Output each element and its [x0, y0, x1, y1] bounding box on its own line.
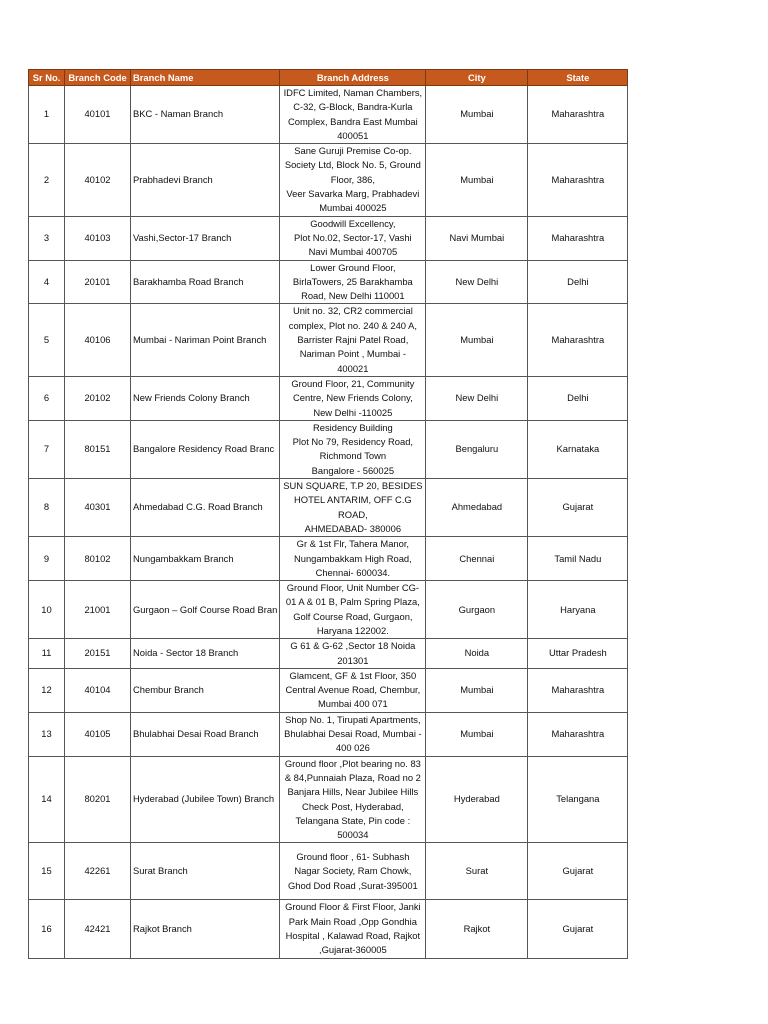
cell-branch-code: 42421	[65, 900, 131, 958]
table-row	[29, 304, 628, 376]
cell-state: Maharashtra	[528, 144, 628, 216]
cell-state: Gujarat	[528, 843, 628, 900]
cell-sr-no: 15	[29, 843, 65, 900]
cell-sr-no: 1	[29, 86, 65, 144]
cell-branch-name: Bhulabhai Desai Road Branch	[131, 712, 280, 756]
cell-city: New Delhi	[426, 260, 528, 304]
cell-branch-code: 40104	[65, 668, 131, 712]
header-state: State	[528, 70, 628, 86]
cell-sr-no: 9	[29, 537, 65, 581]
cell-branch-address: Sane Guruji Premise Co-op. Society Ltd, Block No. 5, Ground Floor, 386, Veer Savarka Marg, Prabhadevi Mumbai 400025	[280, 144, 426, 216]
cell-city: Ahmedabad	[426, 479, 528, 537]
header-city: City	[426, 70, 528, 86]
cell-state: Haryana	[528, 581, 628, 639]
cell-city: Mumbai	[426, 304, 528, 376]
cell-city: Rajkot	[426, 900, 528, 958]
table-row	[29, 712, 628, 756]
cell-state: Delhi	[528, 260, 628, 304]
cell-branch-address: Goodwill Excellency, Plot No.02, Sector-17, Vashi Navi Mumbai 400705	[280, 216, 426, 260]
cell-branch-name: Surat Branch	[131, 843, 280, 900]
cell-state: Telangana	[528, 756, 628, 843]
cell-sr-no: 11	[29, 639, 65, 669]
cell-branch-name: Ahmedabad C.G. Road Branch	[131, 479, 280, 537]
cell-city: Noida	[426, 639, 528, 669]
cell-branch-code: 20151	[65, 639, 131, 669]
cell-branch-code: 80201	[65, 756, 131, 843]
cell-city: Bengaluru	[426, 420, 528, 478]
cell-city: Gurgaon	[426, 581, 528, 639]
cell-branch-code: 40106	[65, 304, 131, 376]
cell-state: Maharashtra	[528, 86, 628, 144]
cell-branch-address: Ground Floor & First Floor, Janki Park Main Road ,Opp Gondhia Hospital , Kalawad Road, Rajkot ,Gujarat-360005	[280, 900, 426, 958]
cell-branch-address: Residency Building Plot No 79, Residency Road, Richmond Town Bangalore - 560025	[280, 420, 426, 478]
cell-sr-no: 5	[29, 304, 65, 376]
table-row	[29, 479, 628, 537]
table-row	[29, 639, 628, 669]
table-row	[29, 581, 628, 639]
cell-sr-no: 10	[29, 581, 65, 639]
cell-branch-name: Vashi,Sector-17 Branch	[131, 216, 280, 260]
cell-branch-code: 40105	[65, 712, 131, 756]
cell-sr-no: 12	[29, 668, 65, 712]
cell-branch-code: 80102	[65, 537, 131, 581]
cell-branch-name: Barakhamba Road Branch	[131, 260, 280, 304]
cell-branch-address: Ground Floor, 21, Community Centre, New Friends Colony, New Delhi -110025	[280, 376, 426, 420]
cell-branch-code: 40102	[65, 144, 131, 216]
cell-sr-no: 4	[29, 260, 65, 304]
table-row	[29, 537, 628, 581]
cell-branch-name: Rajkot Branch	[131, 900, 280, 958]
cell-sr-no: 14	[29, 756, 65, 843]
cell-branch-code: 80151	[65, 420, 131, 478]
cell-city: New Delhi	[426, 376, 528, 420]
cell-city: Navi Mumbai	[426, 216, 528, 260]
cell-state: Maharashtra	[528, 216, 628, 260]
cell-city: Mumbai	[426, 144, 528, 216]
cell-branch-name: Hyderabad (Jubilee Town) Branch	[131, 756, 280, 843]
header-branch-code: Branch Code	[65, 70, 131, 86]
cell-branch-address: Unit no. 32, CR2 commercial complex, Plot no. 240 & 240 A, Barrister Rajni Patel Road, Nariman Point , Mumbai - 400021	[280, 304, 426, 376]
cell-state: Delhi	[528, 376, 628, 420]
header-branch-address: Branch Address	[280, 70, 426, 86]
cell-branch-name: Mumbai - Nariman Point Branch	[131, 304, 280, 376]
cell-branch-address: G 61 & G-62 ,Sector 18 Noida 201301	[280, 639, 426, 669]
header-row	[29, 70, 628, 86]
cell-city: Mumbai	[426, 712, 528, 756]
cell-branch-name: Gurgaon – Golf Course Road Bran	[131, 581, 280, 639]
cell-state: Gujarat	[528, 479, 628, 537]
cell-city: Chennai	[426, 537, 528, 581]
cell-state: Maharashtra	[528, 712, 628, 756]
table-row	[29, 668, 628, 712]
cell-sr-no: 8	[29, 479, 65, 537]
table-row	[29, 86, 628, 144]
cell-branch-name: Noida - Sector 18 Branch	[131, 639, 280, 669]
table-row	[29, 144, 628, 216]
cell-branch-address: Gr & 1st Flr, Tahera Manor, Nungambakkam High Road, Chennai- 600034.	[280, 537, 426, 581]
cell-state: Karnataka	[528, 420, 628, 478]
cell-branch-address: Ground floor , 61- Subhash Nagar Society, Ram Chowk, Ghod Dod Road ,Surat-395001	[280, 843, 426, 900]
cell-branch-code: 20102	[65, 376, 131, 420]
cell-sr-no: 13	[29, 712, 65, 756]
cell-branch-address: Shop No. 1, Tirupati Apartments, Bhulabhai Desai Road, Mumbai - 400 026	[280, 712, 426, 756]
header-branch-name: Branch Name	[131, 70, 280, 86]
cell-state: Gujarat	[528, 900, 628, 958]
cell-city: Surat	[426, 843, 528, 900]
cell-branch-name: BKC - Naman Branch	[131, 86, 280, 144]
cell-branch-address: Glamcent, GF & 1st Floor, 350 Central Avenue Road, Chembur, Mumbai 400 071	[280, 668, 426, 712]
cell-city: Hyderabad	[426, 756, 528, 843]
cell-branch-code: 42261	[65, 843, 131, 900]
branch-table-container	[28, 69, 628, 959]
cell-branch-code: 20101	[65, 260, 131, 304]
cell-branch-name: Nungambakkam Branch	[131, 537, 280, 581]
cell-branch-code: 40301	[65, 479, 131, 537]
cell-state: Maharashtra	[528, 668, 628, 712]
cell-city: Mumbai	[426, 86, 528, 144]
cell-branch-address: IDFC Limited, Naman Chambers, C-32, G-Block, Bandra-Kurla Complex, Bandra East Mumbai 400051	[280, 86, 426, 144]
header-sr-no: Sr No.	[29, 70, 65, 86]
cell-branch-name: Prabhadevi Branch	[131, 144, 280, 216]
cell-branch-code: 40101	[65, 86, 131, 144]
cell-branch-address: Lower Ground Floor, BirlaTowers, 25 Barakhamba Road, New Delhi 110001	[280, 260, 426, 304]
table-row	[29, 216, 628, 260]
table-row	[29, 260, 628, 304]
cell-state: Uttar Pradesh	[528, 639, 628, 669]
cell-sr-no: 3	[29, 216, 65, 260]
table-row	[29, 420, 628, 478]
cell-branch-address: Ground floor ,Plot bearing no. 83 & 84,Punnaiah Plaza, Road no 2 Banjara Hills, Near Jubilee Hills Check Post, Hyderabad, Telangana State, Pin code : 500034	[280, 756, 426, 843]
cell-branch-address: Ground Floor, Unit Number CG- 01 A & 01 B, Palm Spring Plaza, Golf Course Road, Gurgaon, Haryana 122002.	[280, 581, 426, 639]
cell-sr-no: 7	[29, 420, 65, 478]
table-row	[29, 756, 628, 843]
cell-state: Maharashtra	[528, 304, 628, 376]
cell-branch-name: New Friends Colony Branch	[131, 376, 280, 420]
cell-sr-no: 16	[29, 900, 65, 958]
cell-branch-code: 21001	[65, 581, 131, 639]
cell-branch-name: Chembur Branch	[131, 668, 280, 712]
branch-table	[28, 69, 628, 959]
cell-state: Tamil Nadu	[528, 537, 628, 581]
cell-branch-address: SUN SQUARE, T.P 20, BESIDES HOTEL ANTARIM, OFF C.G ROAD, AHMEDABAD- 380006	[280, 479, 426, 537]
cell-sr-no: 6	[29, 376, 65, 420]
table-row	[29, 900, 628, 958]
cell-sr-no: 2	[29, 144, 65, 216]
cell-branch-code: 40103	[65, 216, 131, 260]
cell-branch-name: Bangalore Residency Road Branc	[131, 420, 280, 478]
table-row	[29, 376, 628, 420]
table-row	[29, 843, 628, 900]
cell-city: Mumbai	[426, 668, 528, 712]
